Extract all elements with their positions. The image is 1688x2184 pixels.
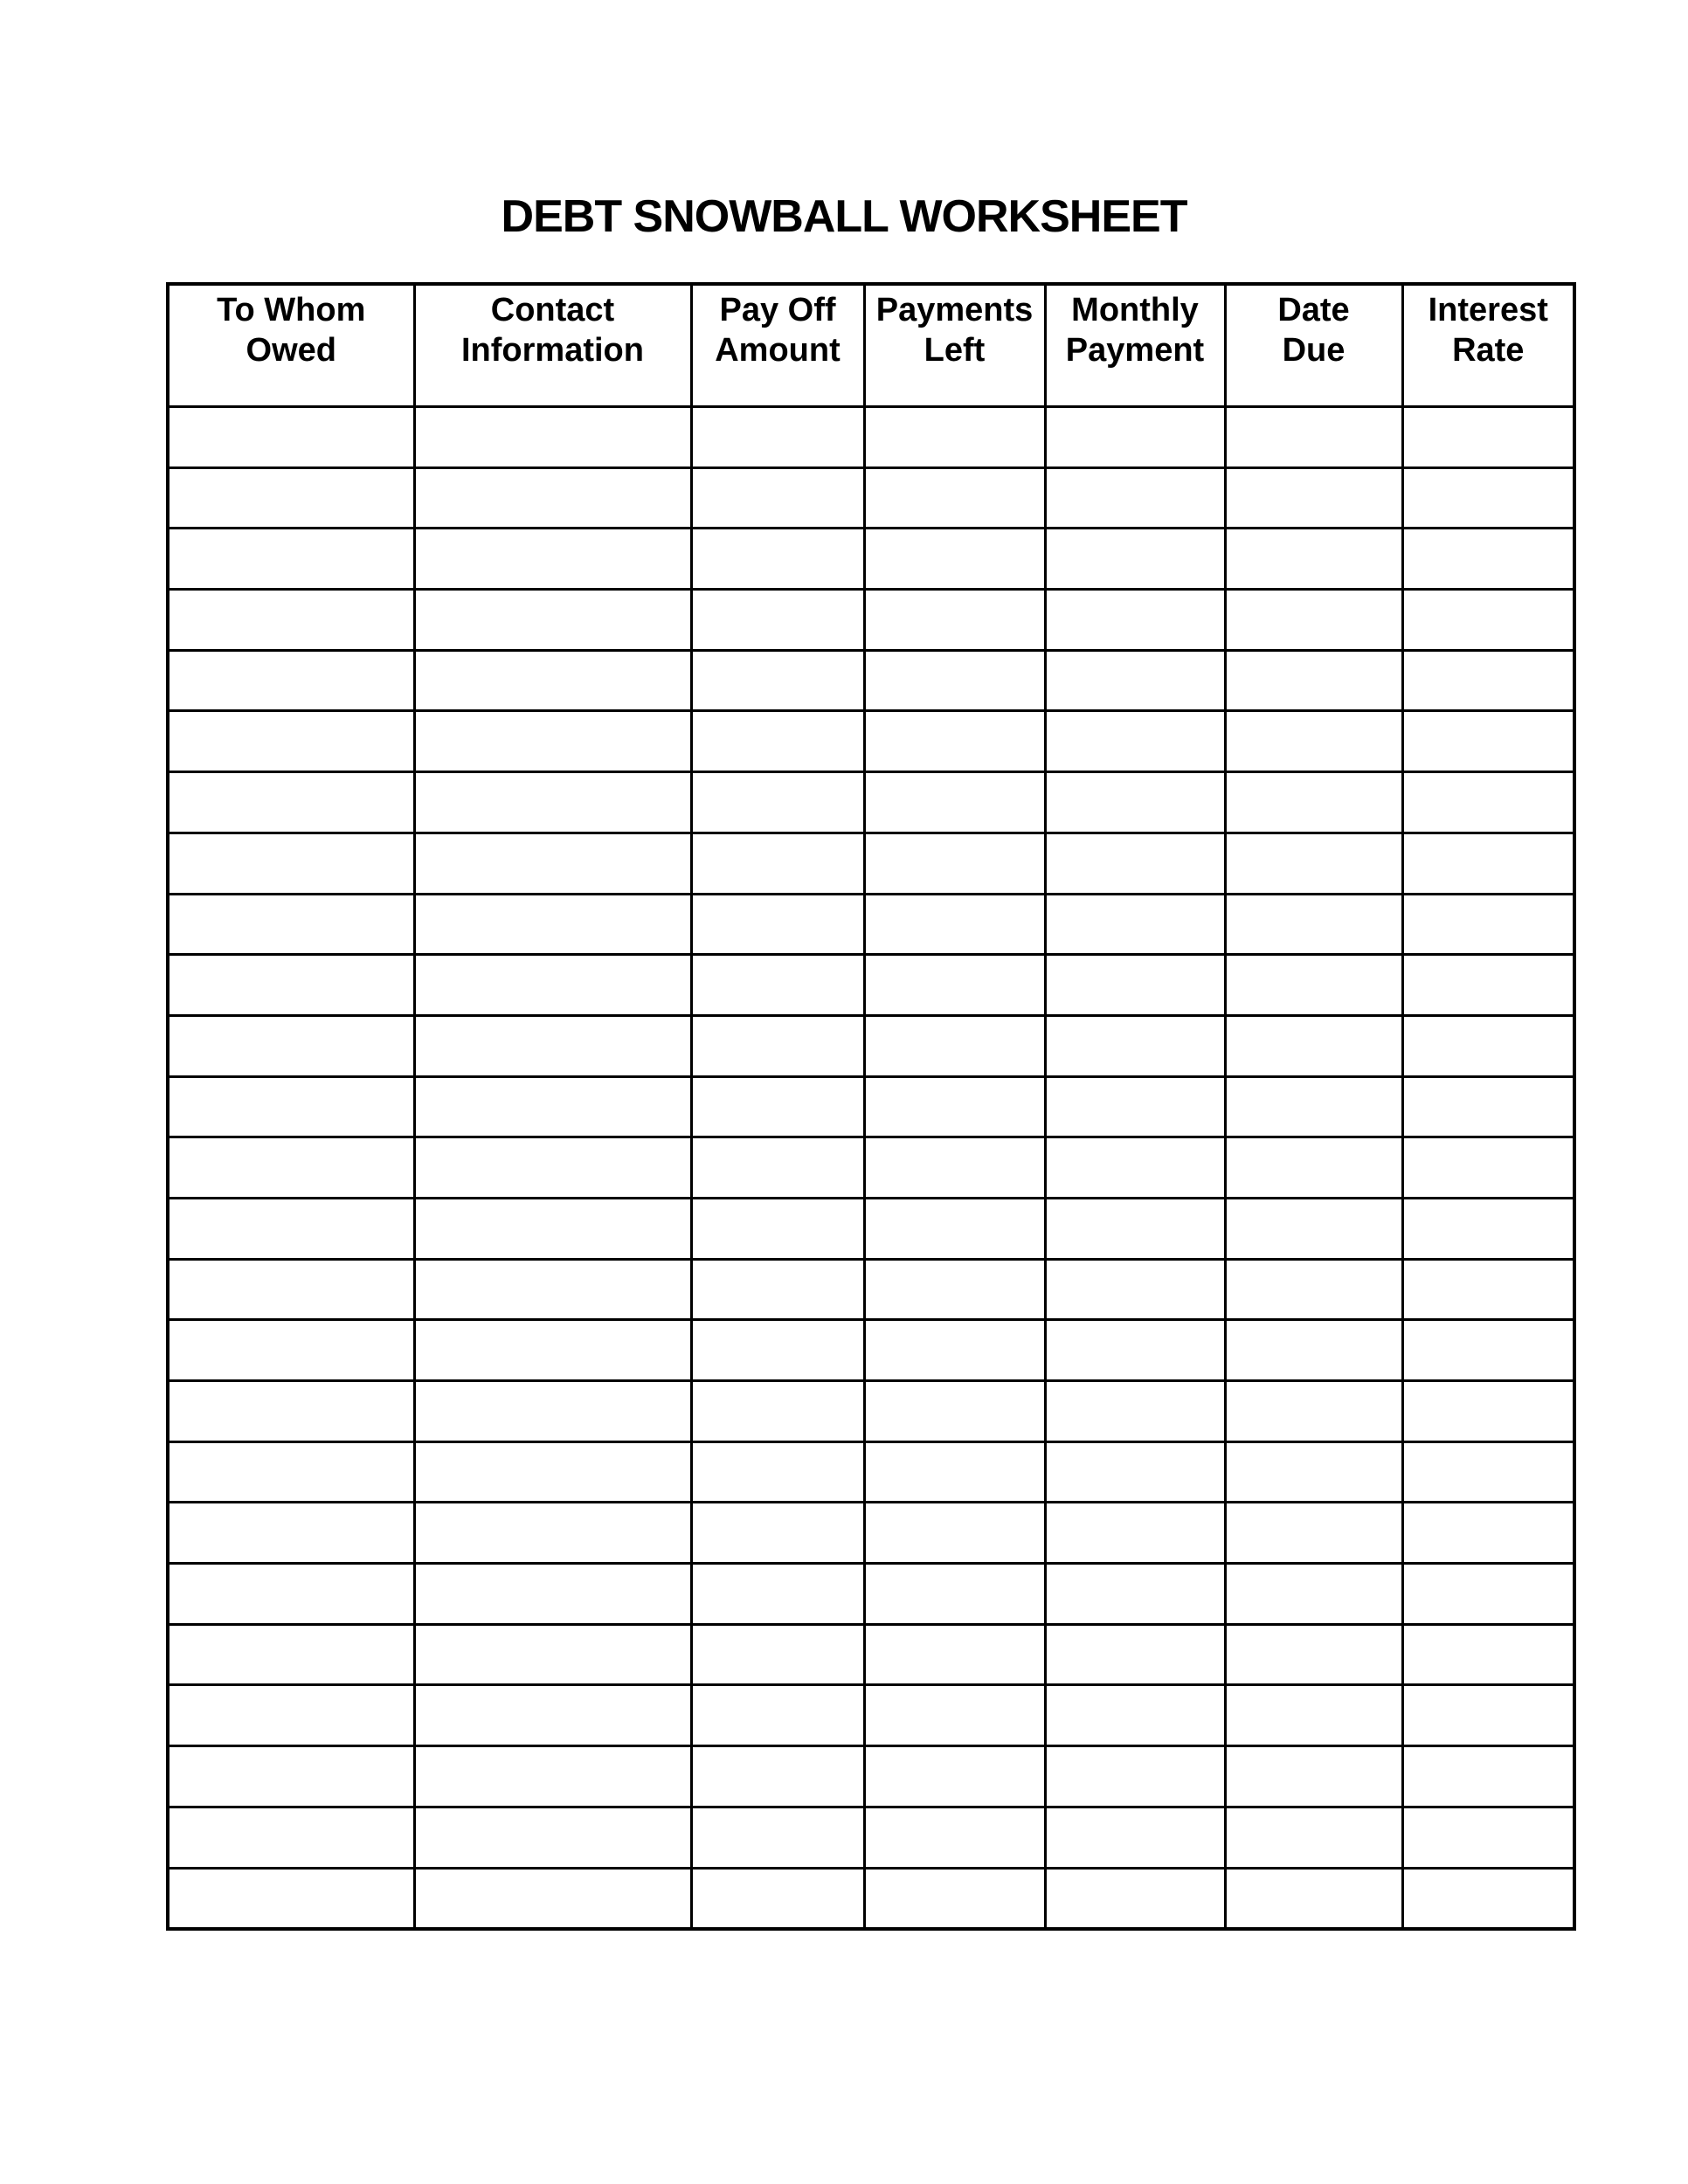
- empty-cell-pay-off-amount: [691, 1564, 864, 1625]
- empty-cell-pay-off-amount: [691, 1320, 864, 1381]
- empty-cell-date-due: [1225, 1807, 1402, 1868]
- empty-cell-pay-off-amount: [691, 529, 864, 590]
- empty-cell-payments-left: [864, 833, 1045, 894]
- header-line: Owed: [246, 332, 336, 369]
- empty-cell-date-due: [1225, 1503, 1402, 1564]
- empty-cell-contact-information: [414, 772, 691, 833]
- header-line: Payments: [875, 292, 1034, 328]
- empty-cell-contact-information: [414, 1746, 691, 1807]
- table-row: [168, 529, 1574, 590]
- empty-cell-monthly-payment: [1045, 1076, 1225, 1137]
- empty-cell-interest-rate: [1402, 1198, 1574, 1259]
- empty-cell-date-due: [1225, 1381, 1402, 1442]
- header-row: [168, 284, 1574, 407]
- empty-cell-interest-rate: [1402, 1259, 1574, 1320]
- empty-cell-to-whom-owed: [168, 894, 414, 955]
- empty-cell-to-whom-owed: [168, 833, 414, 894]
- empty-cell-pay-off-amount: [691, 894, 864, 955]
- empty-cell-pay-off-amount: [691, 1807, 864, 1868]
- empty-cell-monthly-payment: [1045, 711, 1225, 772]
- empty-cell-date-due: [1225, 650, 1402, 711]
- empty-cell-date-due: [1225, 833, 1402, 894]
- page-title: DEBT SNOWBALL WORKSHEET: [501, 190, 1187, 242]
- empty-cell-payments-left: [864, 1564, 1045, 1625]
- empty-cell-interest-rate: [1402, 1320, 1574, 1381]
- empty-cell-pay-off-amount: [691, 1198, 864, 1259]
- empty-cell-monthly-payment: [1045, 1381, 1225, 1442]
- empty-cell-contact-information: [414, 1015, 691, 1076]
- empty-cell-date-due: [1225, 1198, 1402, 1259]
- empty-cell-pay-off-amount: [691, 650, 864, 711]
- empty-cell-date-due: [1225, 407, 1402, 468]
- empty-cell-pay-off-amount: [691, 1624, 864, 1685]
- empty-cell-payments-left: [864, 955, 1045, 1016]
- empty-cell-contact-information: [414, 711, 691, 772]
- empty-cell-contact-information: [414, 833, 691, 894]
- empty-cell-date-due: [1225, 467, 1402, 529]
- empty-cell-to-whom-owed: [168, 1015, 414, 1076]
- empty-cell-pay-off-amount: [691, 1441, 864, 1503]
- table-row: [168, 1807, 1574, 1868]
- header-line: Information: [461, 332, 644, 369]
- empty-cell-payments-left: [864, 1685, 1045, 1746]
- empty-cell-contact-information: [414, 1320, 691, 1381]
- empty-cell-monthly-payment: [1045, 894, 1225, 955]
- empty-cell-to-whom-owed: [168, 1807, 414, 1868]
- table-row: [168, 1564, 1574, 1625]
- empty-cell-pay-off-amount: [691, 955, 864, 1016]
- empty-cell-to-whom-owed: [168, 1503, 414, 1564]
- header-line: Left: [924, 332, 986, 369]
- empty-cell-interest-rate: [1402, 1441, 1574, 1503]
- empty-cell-contact-information: [414, 467, 691, 529]
- header-line: Date: [1277, 292, 1350, 328]
- empty-cell-monthly-payment: [1045, 1564, 1225, 1625]
- empty-cell-date-due: [1225, 1868, 1402, 1929]
- header-line: Rate: [1452, 332, 1525, 369]
- empty-cell-interest-rate: [1402, 1503, 1574, 1564]
- table-row: [168, 1015, 1574, 1076]
- empty-cell-to-whom-owed: [168, 650, 414, 711]
- table-row: [168, 1746, 1574, 1807]
- empty-cell-to-whom-owed: [168, 529, 414, 590]
- empty-cell-interest-rate: [1402, 1137, 1574, 1199]
- table-row: [168, 650, 1574, 711]
- empty-cell-monthly-payment: [1045, 1137, 1225, 1199]
- empty-cell-pay-off-amount: [691, 590, 864, 651]
- empty-cell-interest-rate: [1402, 590, 1574, 651]
- table-row: [168, 1624, 1574, 1685]
- column-header-date-due: [1225, 284, 1402, 407]
- empty-cell-contact-information: [414, 590, 691, 651]
- empty-cell-date-due: [1225, 1015, 1402, 1076]
- empty-cell-contact-information: [414, 1259, 691, 1320]
- empty-cell-payments-left: [864, 894, 1045, 955]
- empty-cell-date-due: [1225, 1564, 1402, 1625]
- empty-cell-to-whom-owed: [168, 1320, 414, 1381]
- empty-cell-to-whom-owed: [168, 467, 414, 529]
- table-row: [168, 467, 1574, 529]
- empty-cell-pay-off-amount: [691, 1746, 864, 1807]
- empty-cell-monthly-payment: [1045, 1259, 1225, 1320]
- empty-cell-pay-off-amount: [691, 1015, 864, 1076]
- empty-cell-contact-information: [414, 650, 691, 711]
- table-row: [168, 772, 1574, 833]
- empty-cell-date-due: [1225, 1746, 1402, 1807]
- empty-cell-date-due: [1225, 772, 1402, 833]
- empty-cell-monthly-payment: [1045, 955, 1225, 1016]
- empty-cell-payments-left: [864, 407, 1045, 468]
- empty-cell-monthly-payment: [1045, 833, 1225, 894]
- empty-cell-monthly-payment: [1045, 1198, 1225, 1259]
- empty-cell-contact-information: [414, 1624, 691, 1685]
- empty-cell-monthly-payment: [1045, 529, 1225, 590]
- empty-cell-monthly-payment: [1045, 590, 1225, 651]
- empty-cell-date-due: [1225, 711, 1402, 772]
- table-row: [168, 711, 1574, 772]
- empty-cell-to-whom-owed: [168, 1198, 414, 1259]
- empty-cell-to-whom-owed: [168, 1076, 414, 1137]
- empty-cell-interest-rate: [1402, 1564, 1574, 1625]
- empty-cell-to-whom-owed: [168, 1564, 414, 1625]
- empty-cell-to-whom-owed: [168, 1137, 414, 1199]
- empty-cell-pay-off-amount: [691, 1137, 864, 1199]
- empty-cell-pay-off-amount: [691, 407, 864, 468]
- empty-cell-monthly-payment: [1045, 1320, 1225, 1381]
- empty-cell-interest-rate: [1402, 894, 1574, 955]
- empty-cell-pay-off-amount: [691, 833, 864, 894]
- empty-cell-monthly-payment: [1045, 772, 1225, 833]
- empty-cell-monthly-payment: [1045, 1503, 1225, 1564]
- empty-cell-to-whom-owed: [168, 1746, 414, 1807]
- empty-cell-interest-rate: [1402, 529, 1574, 590]
- empty-cell-interest-rate: [1402, 711, 1574, 772]
- empty-cell-payments-left: [864, 772, 1045, 833]
- empty-cell-contact-information: [414, 1137, 691, 1199]
- empty-cell-monthly-payment: [1045, 1746, 1225, 1807]
- table-row: [168, 833, 1574, 894]
- empty-cell-monthly-payment: [1045, 1624, 1225, 1685]
- header-line: Interest: [1428, 292, 1548, 328]
- empty-cell-interest-rate: [1402, 1807, 1574, 1868]
- empty-cell-payments-left: [864, 1137, 1045, 1199]
- empty-cell-payments-left: [864, 1076, 1045, 1137]
- empty-cell-monthly-payment: [1045, 407, 1225, 468]
- empty-cell-interest-rate: [1402, 833, 1574, 894]
- header-line: To Whom: [217, 292, 366, 328]
- empty-cell-contact-information: [414, 529, 691, 590]
- empty-cell-date-due: [1225, 590, 1402, 651]
- empty-cell-contact-information: [414, 407, 691, 468]
- table-row: [168, 1198, 1574, 1259]
- empty-cell-interest-rate: [1402, 407, 1574, 468]
- table-row: [168, 1503, 1574, 1564]
- empty-cell-date-due: [1225, 1441, 1402, 1503]
- empty-cell-contact-information: [414, 1441, 691, 1503]
- empty-cell-date-due: [1225, 894, 1402, 955]
- empty-cell-interest-rate: [1402, 772, 1574, 833]
- empty-cell-interest-rate: [1402, 1624, 1574, 1685]
- empty-cell-pay-off-amount: [691, 711, 864, 772]
- empty-cell-monthly-payment: [1045, 467, 1225, 529]
- empty-cell-interest-rate: [1402, 1015, 1574, 1076]
- empty-cell-payments-left: [864, 711, 1045, 772]
- empty-cell-pay-off-amount: [691, 1381, 864, 1442]
- empty-cell-pay-off-amount: [691, 1259, 864, 1320]
- table-row: [168, 1685, 1574, 1746]
- empty-cell-payments-left: [864, 1807, 1045, 1868]
- empty-cell-contact-information: [414, 1564, 691, 1625]
- empty-cell-payments-left: [864, 650, 1045, 711]
- empty-cell-pay-off-amount: [691, 1868, 864, 1929]
- empty-cell-interest-rate: [1402, 1868, 1574, 1929]
- debt-table: [166, 282, 1576, 1931]
- empty-cell-interest-rate: [1402, 1685, 1574, 1746]
- column-header-contact-information: [414, 284, 691, 407]
- empty-cell-payments-left: [864, 1320, 1045, 1381]
- empty-cell-contact-information: [414, 1503, 691, 1564]
- empty-cell-contact-information: [414, 1076, 691, 1137]
- empty-cell-payments-left: [864, 1198, 1045, 1259]
- table-row: [168, 955, 1574, 1016]
- column-header-interest-rate: [1402, 284, 1574, 407]
- empty-cell-contact-information: [414, 955, 691, 1016]
- empty-cell-payments-left: [864, 1746, 1045, 1807]
- empty-cell-date-due: [1225, 1137, 1402, 1199]
- table-header: [168, 284, 1574, 407]
- empty-cell-payments-left: [864, 1441, 1045, 1503]
- empty-cell-payments-left: [864, 590, 1045, 651]
- empty-cell-date-due: [1225, 1624, 1402, 1685]
- empty-cell-interest-rate: [1402, 1746, 1574, 1807]
- empty-cell-to-whom-owed: [168, 772, 414, 833]
- column-header-pay-off-amount: [691, 284, 864, 407]
- header-line: Monthly: [1071, 292, 1199, 328]
- empty-cell-to-whom-owed: [168, 711, 414, 772]
- table-row: [168, 1441, 1574, 1503]
- table-body: [168, 407, 1574, 1930]
- empty-cell-contact-information: [414, 1198, 691, 1259]
- empty-cell-to-whom-owed: [168, 1685, 414, 1746]
- empty-cell-pay-off-amount: [691, 467, 864, 529]
- table-row: [168, 894, 1574, 955]
- empty-cell-to-whom-owed: [168, 1381, 414, 1442]
- empty-cell-payments-left: [864, 1624, 1045, 1685]
- header-line: Due: [1282, 332, 1346, 369]
- empty-cell-pay-off-amount: [691, 1076, 864, 1137]
- table-row: [168, 590, 1574, 651]
- empty-cell-pay-off-amount: [691, 772, 864, 833]
- header-line: Payment: [1065, 332, 1205, 369]
- empty-cell-monthly-payment: [1045, 1015, 1225, 1076]
- empty-cell-to-whom-owed: [168, 1868, 414, 1929]
- empty-cell-to-whom-owed: [168, 1259, 414, 1320]
- table-row: [168, 1259, 1574, 1320]
- empty-cell-payments-left: [864, 1259, 1045, 1320]
- empty-cell-to-whom-owed: [168, 1624, 414, 1685]
- empty-cell-contact-information: [414, 894, 691, 955]
- column-header-payments-left: [864, 284, 1045, 407]
- empty-cell-date-due: [1225, 1320, 1402, 1381]
- empty-cell-contact-information: [414, 1868, 691, 1929]
- empty-cell-payments-left: [864, 1868, 1045, 1929]
- empty-cell-date-due: [1225, 1076, 1402, 1137]
- empty-cell-to-whom-owed: [168, 407, 414, 468]
- empty-cell-interest-rate: [1402, 1381, 1574, 1442]
- header-line: Amount: [715, 332, 841, 369]
- empty-cell-payments-left: [864, 529, 1045, 590]
- table-row: [168, 1320, 1574, 1381]
- empty-cell-payments-left: [864, 1503, 1045, 1564]
- empty-cell-contact-information: [414, 1381, 691, 1442]
- table-row: [168, 1137, 1574, 1199]
- empty-cell-monthly-payment: [1045, 1441, 1225, 1503]
- header-line: Pay Off: [719, 292, 836, 328]
- header-line: Contact: [490, 292, 615, 328]
- empty-cell-payments-left: [864, 1015, 1045, 1076]
- empty-cell-interest-rate: [1402, 467, 1574, 529]
- empty-cell-monthly-payment: [1045, 1868, 1225, 1929]
- empty-cell-monthly-payment: [1045, 1685, 1225, 1746]
- empty-cell-interest-rate: [1402, 1076, 1574, 1137]
- empty-cell-interest-rate: [1402, 955, 1574, 1016]
- empty-cell-interest-rate: [1402, 650, 1574, 711]
- table-row: [168, 1076, 1574, 1137]
- empty-cell-to-whom-owed: [168, 955, 414, 1016]
- table-row: [168, 1381, 1574, 1442]
- empty-cell-contact-information: [414, 1685, 691, 1746]
- table-row: [168, 407, 1574, 468]
- empty-cell-to-whom-owed: [168, 1441, 414, 1503]
- empty-cell-payments-left: [864, 1381, 1045, 1442]
- empty-cell-date-due: [1225, 1685, 1402, 1746]
- empty-cell-to-whom-owed: [168, 590, 414, 651]
- empty-cell-monthly-payment: [1045, 650, 1225, 711]
- empty-cell-date-due: [1225, 955, 1402, 1016]
- column-header-to-whom-owed: [168, 284, 414, 407]
- table-row: [168, 1868, 1574, 1929]
- empty-cell-pay-off-amount: [691, 1503, 864, 1564]
- empty-cell-contact-information: [414, 1807, 691, 1868]
- empty-cell-pay-off-amount: [691, 1685, 864, 1746]
- empty-cell-payments-left: [864, 467, 1045, 529]
- empty-cell-monthly-payment: [1045, 1807, 1225, 1868]
- empty-cell-date-due: [1225, 1259, 1402, 1320]
- empty-cell-date-due: [1225, 529, 1402, 590]
- column-header-monthly-payment: [1045, 284, 1225, 407]
